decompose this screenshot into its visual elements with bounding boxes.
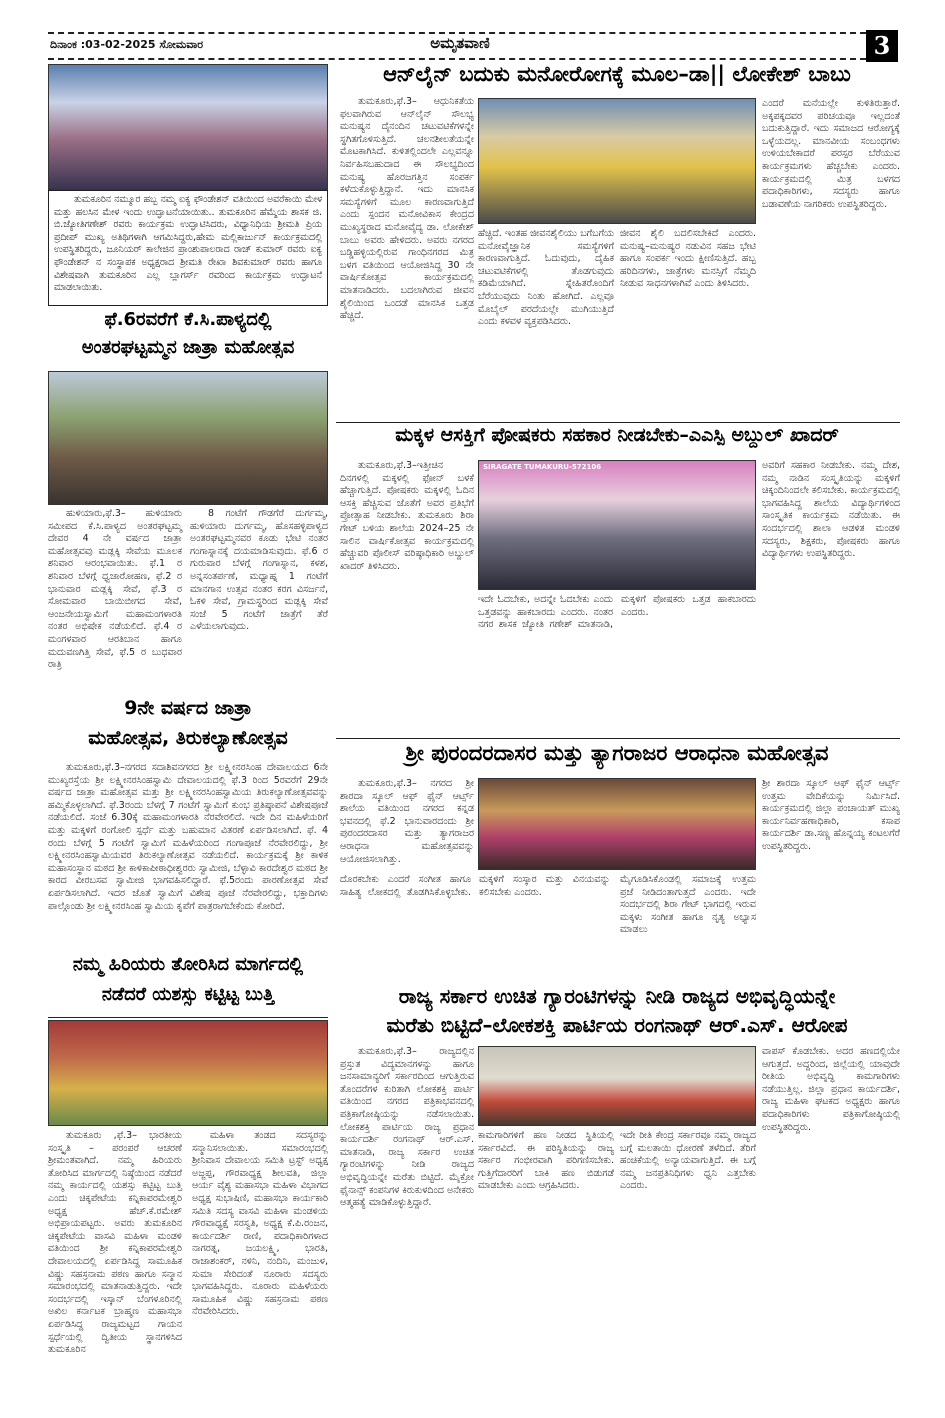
article-aradhana-col4: ಶ್ರೀ ಶಾರದಾ ಸ್ಕೂಲ್ ಆಫ್ ಫೈನ್ ಆರ್ಟ್ಸ್ ಉತ್ತಮ ವೇದಿಕೆಯನ್ನು ನಿರ್ಮಿಸಿದೆ. ಕಾರ್ಯಕ್ರಮದಲ್ಲಿ ಜಿಲ್ಲಾ ಪಂಚಾಯತ್ ಮುಖ್ಯ ಕಾರ್ಯನಿರ್ವಹಣಾಧಿಕಾರಿ, ಕಸಾಪ ಕಾರ್ಯದರ್ಶಿ ಡಾ.ಸಣ್ಣ ಹೊನ್ನಯ್ಯ ಕಂಟಲಗೆರೆ ಉಪಸ್ಥಿತರಿದ್ದರು. <box>762 778 900 852</box>
headline-elders-path-1: ನಮ್ಮ ಹಿರಿಯರು ತೋರಿಸಿದ ಮಾರ್ಗದಲ್ಲಿ <box>72 954 304 975</box>
photo-caption: ತುಮಕೂರಿನ ನಮ್ಮೂರ ಹಬ್ಬ ನಮ್ಮ ಐಕ್ಯ ಫೌಂಡೇಶನ್ ವತಿಯಿಂದ ಅವರೆಕಾಯಿ ಮೇಳ ಮತ್ತು ಹಲಸಿನ ಮೇಳ ಇಂದು ಉದ್ಘಾಟನೆಯಾಯಿತು.. ತುಮಕೂರಿನ ಹೆಮ್ಮೆಯ ಶಾಸಕ ಜಿ. ಬಿ.ಜ್ಯೋತಿಗಣೇಶ್ ರವರು ಕಾರ್ಯಕ್ರಮ ಉದ್ಘಾಟಿಸಿದರು, ವಿಧ್ಯಾನಿಧಿಯ ಶ್ರೀಮತಿ ಪ್ರಿಯ ಪ್ರದೀಪ್ ಮುಖ್ಯ ಅತಿಥಿಗಳಾಗಿ ಆಗಮಿಸಿದ್ದರು,ಹೇಮ ಮಲ್ಲಿಕಾರ್ಜುನ್ ಕಾರ್ಯಕ್ರಮದಲ್ಲಿ ಉಪಸ್ಥಿತರಿದ್ದರು, ಜೂನಿಯರ್ ಕಾಲೇಜಿನ ಪ್ರಾಂಶುಪಾಲರಾದ ರಾಜ್ ಕುಮಾರ್ ರವರು ಐಕ್ಯ ಫೌಂಡೇಶನ್ ನ ಸಂಸ್ಥಾಪಕ ಅಧ್ಯಕ್ಷರಾದ ಶ್ರೀಮತಿ ರೇಖಾ ಶಿವಕುಮಾರ್ ರವರು ಹಾಗೂ ವಿಶೇಷವಾಗಿ ತುಮಕೂರಿನ ಎಲ್ಲ ಬ್ಲಾಗರ್ಸ್ ರವರಿಂದ ಕಾರ್ಯಕ್ರಮ ಉದ್ಘಾಟನೆ ಮಾಡಲಾಯಿತು. <box>48 190 328 306</box>
article-parents-col1: ತುಮಕೂರು,ಫೆ.3–ಇತ್ತೀಚಿನ ದಿನಗಳಲ್ಲಿ ಮಕ್ಕಳಲ್ಲಿ ಫೋನ್ ಬಳಕೆ ಹೆಚ್ಚಾಗುತ್ತಿದೆ. ಪೋಷಕರು ಮಕ್ಕಳಲ್ಲಿ ಓದಿನ ಆಸಕ್ತಿ ಹೆಚ್ಚಿಸುವ ಜೊತೆಗೆ ಅವರ ಪ್ರತಿಭೆಗೆ ಪ್ರೋತ್ಸಾಹ ನೀಡಬೇಕು. ತುಮಕೂರು ಶಿರಾ ಗೇಟ್ ಬಳಿಯ ಶಾಲೆಯ 2024–25 ನೇ ಸಾಲಿನ ವಾರ್ಷಿಕೋತ್ಸವ ಕಾರ್ಯಕ್ರಮದಲ್ಲಿ ಹೆಚ್ಚುವರಿ ಪೊಲೀಸ್ ವರಿಷ್ಠಾಧಿಕಾರಿ ಅಬ್ದುಲ್ ಖಾದರ್ ತಿಳಿಸಿದರು. <box>340 460 474 572</box>
masthead-rule-bottom <box>48 58 866 60</box>
photo-mahila-mandali <box>48 1020 328 1126</box>
headline-jatra-kc-palya-2: ಅಂತರಘಟ್ಟಮ್ಮನ ಜಾತ್ರಾ ಮಹೋತ್ಸವ <box>81 337 295 358</box>
article-aradhana-col2: ದೊರಕಬೇಕು ಎಂದರೆ ಸಂಗೀತ ಹಾಗೂ ಸಾಹಿತ್ಯ ಲೋಕದಲ್ಲಿ ತೊಡಗಿಸಿಕೊಳ್ಳಬೇಕು. ಮಕ್ಕಳಿಗೆ ಸಂಸ್ಕಾರ ಮತ್ತು ವಿನಯವನ್ನು ಕಲಿಸಬೇಕು ಎಂದರು. <box>340 874 610 898</box>
divider <box>336 738 900 739</box>
article-9th-jatra-body: ತುಮಕೂರು,ಫೆ.3–ನಗರದ ಸದಾಶಿವನಗರದ ಶ್ರೀ ಲಕ್ಷ್ಮೀನರಸಿಂಹ ದೇವಾಲಯದ 6ನೇ ಮುಖ್ಯರಸ್ತೆಯ ಶ್ರೀ ಲಕ್ಷ್ಮೀನರಸಿಂಹಸ್ವಾಮಿ ದೇವಾಲಯದಲ್ಲಿ ಫೆ.3 ರಿಂದ 5ರವರೆಗೆ 29ನೇ ವರ್ಷದ ಜಾತ್ರಾ ಮಹೋತ್ಸವ ಮತ್ತು ಶ್ರೀ ಲಕ್ಷ್ಮೀನರಸಿಂಹಸ್ವಾಮಿಯ ತಿರುಕಲ್ಯಾಣೋತ್ಸವವನ್ನು ಹಮ್ಮಿಕೊಳ್ಳಲಾಗಿದೆ. ಫೆ.3ರಂದು ಬೆಳಗ್ಗೆ 7 ಗಂಟೆಗೆ ಸ್ವಾಮಿಗೆ ಕುಂಭ ಪ್ರತಿಷ್ಠಾಪನೆ ವಿಶೇಷಪೂಜೆ ನಡೆಯಲಿದೆ. ಸಂಜೆ 6.30ಕ್ಕೆ ಮಹಾಮಂಗಳಾರತಿ ನೆರವೇರಲಿದೆ. ಇದೇ ದಿನ ಮಹಿಳೆಯರಿಗೆ ಮತ್ತು ಮಕ್ಕಳಿಗೆ ರಂಗೋಲಿ ಸ್ಪರ್ಧೆ ಮತ್ತು ಬಹುಮಾನ ವಿತರಣೆ ಏರ್ಪಡಿಸಲಾಗಿದೆ. ಫೆ. 4 ರಂದು ಬೆಳಗ್ಗೆ 5 ಗಂಟೆಗೆ ಸ್ವಾಮಿಗೆ ಮಹಿಳೆಯರಿಂದ ಗಂಗಾಪೂಜೆ ನೆರವೇರಲಿದ್ದು, ಶ್ರೀ ಲಕ್ಷ್ಮೀನರಸಿಂಹಸ್ವಾಮಿಯವರ ತಿರುಕಲ್ಯಾಣೋತ್ಸವ ನಡೆಯಲಿದೆ. ಕಾರ್ಯಕ್ರಮಕ್ಕೆ ಶ್ರೀ ಕಾಳಿಕ ಮಹಾಸಂಸ್ಥಾನ ಮಠದ ಶ್ರೀ ಕಾಳಿಕಾಪೀಠಾಧೀಶ್ವರರು ಸ್ವಾಮೀಜಿ, ಬೆಳ್ಳಾವಿ ಕಾರದೇಶ್ವರ ಮಠದ ಶ್ರೀ ಕಾರದ ವೀರಬಸವ ಸ್ವಾಮೀಜಿ ಭಾಗವಹಿಸಲಿದ್ದಾರೆ. ಫೆ.5ರಂದು ಪಾರಣೋತ್ಸವ ಸೇವೆ ಏರ್ಪಡಿಸಲಾಗಿದೆ. ಇದರ ಜೊತೆ ಸ್ವಾಮಿಗೆ ವಿಶೇಷ ಪೂಜೆ ನೆರವೇರಲಿದ್ದು, ಭಕ್ತಾದಿಗಳು ಪಾಲ್ಗೊಂಡು ಶ್ರೀ ಲಕ್ಷ್ಮೀನರಸಿಂಹ ಸ್ವಾಮಿಯ ಕೃಪೆಗೆ ಪಾತ್ರರಾಗಬೇಕೆಂದು ಕೋರಿದೆ. <box>48 762 328 912</box>
article-online-col1: ತುಮಕೂರು,ಫೆ.3– ಆಧುನಿಕತೆಯ ಫಲವಾಗಿರುವ ಆನ್‌ಲೈನ್ ಸೌಲಭ್ಯ ಮನುಷ್ಯನ ದೈನಂದಿನ ಚಟುವಟಿಕೆಗಳನ್ನೇ ಸ್ಥಗಿತಗೊಳಿಸುತ್ತಿದೆ. ಚಲನಶೀಲತೆಯನ್ನೇ ಮೊಟಕಾಗಿಸಿದೆ. ಕುಳಿತಲ್ಲಿಂದಲೇ ಎಲ್ಲವನ್ನೂ ನಿರ್ವಹಿಸಬಹುದಾದ ಈ ಸೌಲಭ್ಯದಿಂದ ಮನುಷ್ಯ ಹೊರಜಗತ್ತಿನ ಸಂಪರ್ಕ ಕಳೆದುಕೊಳ್ಳುತ್ತಿದ್ದಾನೆ. ಇದು ಮಾನಸಿಕ ಸಮಸ್ಯೆಗಳಿಗೆ ಮೂಲ ಕಾರಣವಾಗುತ್ತಿದೆ ಎಂದು ಸ್ಪಂದನ ಮನೋವಿಕಾಸ ಕೇಂದ್ರದ ಮುಖ್ಯಸ್ಥರಾದ ಮನೋವೈದ್ಯ ಡಾ. ಲೋಕೇಶ್ ಬಾಬು ಅವರು ಹೇಳಿದರು. ಅವರು ನಗರದ ಬಡ್ಡಿಹಳ್ಳಿಯಲ್ಲಿರುವ ಗಾಂಧಿನಗರದ ಮಿತ್ರ ಬಳಗ ವತಿಯಿಂದ ಆಯೋಜಿಸಿದ್ದ 30 ನೇ ವಾರ್ಷಿಕೋತ್ಸವ ಕಾರ್ಯಕ್ರಮದಲ್ಲಿ ಮಾತನಾಡಿದರು. ಬದಲಾಗಿರುವ ಜೀವನ ಶೈಲಿಯಿಂದ ಒಂದಡೆ ಮಾನಸಿಕ ಒತ್ತಡ ಹೆಚ್ಚಿದೆ. <box>340 96 474 322</box>
article-aradhana-col1: ತುಮಕೂರು,ಫೆ.3– ನಗರದ ಶ್ರೀ ಶಾರದಾ ಸ್ಕೂಲ್ ಆಫ್ ಫೈನ್ ಆರ್ಟ್ಸ್ ಶಾಲೆಯ ವತಿಯಿಂದ ನಗರದ ಕನ್ನಡ ಭವನದಲ್ಲಿ ಫೆ.2 ಭಾನುವಾರದಂದು ಶ್ರೀ ಪುರಂದರದಾಸರ ಮತ್ತು ತ್ಯಾಗರಾಜರ ಆರಾಧನಾ ಮಹೋತ್ಸವವನ್ನು ಆಯೋಜಿಸಲಾಗಿತ್ತು. <box>340 778 474 865</box>
divider <box>48 1017 328 1018</box>
article-lokashakti-col4: ವಾಪಸ್ ಕೊಡಬೇಕು. ಅದರ ಹಣದಲ್ಲಿಯೇ ಆಗುತ್ತದೆ. ಅದ್ದರಿಂದ, ಜಿಲ್ಲೆಯಲ್ಲಿ ಯಾವುದೇ ರೀತಿಯ ಅಭಿವೃದ್ಧಿ ಕಾಮಗಾರಿಗಳು ನಡೆಯುತ್ತಿಲ್ಲ. ಜಿಲ್ಲಾ ಪ್ರಧಾನ ಕಾರ್ಯದರ್ಶಿ, ರಾಜ್ಯ ಮಹಿಳಾ ಘಟಕದ ಅಧ್ಯಕ್ಷರು ಹಾಗೂ ಪದಾಧಿಕಾರಿಗಳು ಪತ್ರಿಕಾಗೋಷ್ಠಿಯಲ್ಲಿ ಉಪಸ್ಥಿತರಿದ್ದರು. <box>762 1046 900 1133</box>
article-online-col2: ಹೆಚ್ಚಿದೆ. ಇಂತಹ ಜೀವನಶೈಲಿಯು ಬಗೆಬಗೆಯ ಮನೋವೈಜ್ಞಾನಿಕ ಸಮಸ್ಯೆಗಳಿಗೆ ಕಾರಣವಾಗುತ್ತಿದೆ. ಓದುವುದು, ದೈಹಿಕ ಚಟುವಟಿಕೆಗಳಲ್ಲಿ ತೊಡಗುವುದು ಕಡಿಮೆಯಾಗಿದೆ. ಸ್ನೇಹಿತರೊಂದಿಗೆ ಬೆರೆಯುವುದು ನಿಂತು ಹೋಗಿದೆ. ಎಲ್ಲವೂ ಮೊಬೈಲ್ ಪರದೆಯಲ್ಲೇ ಮುಗಿಯುತ್ತಿದೆ ಎಂದು ಕಳವಳ ವ್ಯಕ್ತಪಡಿಸಿದರು. <box>478 228 614 328</box>
article-elders-col1: ತುಮಕೂರು ,ಫೆ.3– ಭಾರತೀಯ ಸಂಸ್ಕೃತಿ – ಪರಂಪರೆ ಆಚರಣೆ ಶ್ರೀಮಂತವಾಗಿದೆ. ನಮ್ಮ ಹಿರಿಯರು ತೋರಿಸಿದ ಮಾರ್ಗದಲ್ಲಿ ನಿಷ್ಠೆಯಿಂದ ನಡೆದರೆ ನಮ್ಮ ಕಾರ್ಯದಲ್ಲಿ ಯಶಸ್ಸು ಕಟ್ಟಿಟ್ಟ ಬುತ್ತಿ ಎಂದು ಚಿಕ್ಕಪೇಟೆಯ ಕನ್ನಿಕಾಪರಮೇಶ್ವರಿ ಅಧ್ಯಕ್ಷ ಹೆಚ್.ಕೆ.ರಮೇಶ್ ಅಭಿಪ್ರಾಯಪಟ್ಟರು. ಅವರು ತುಮಕೂರಿನ ಚಿಕ್ಕಪೇಟೆಯ ವಾಸವಿ ಮಹಿಳಾ ಮಂಡಳಿ ವತಿಯಿಂದ ಶ್ರೀ ಕನ್ನಿಕಾಪರಮೇಶ್ವರಿ ದೇವಾಲಯದಲ್ಲಿ ಏರ್ಪಡಿಸಿದ್ದ ಸಾಮೂಹಿಕ ವಿಷ್ಣು ಸಹಸ್ರನಾಮ ಪಠಣ ಹಾಗೂ ಸನ್ಮಾನ ಸಮಾರಂಭದಲ್ಲಿ ಮಾತನಾಡುತ್ತಿದ್ದರು. ಇದೇ ಸಂದರ್ಭದಲ್ಲಿ ಇಸ್ಕಾನ್ ಬೆಂಗಳೂರಿನಲ್ಲಿ ಅಖಿಲ ಕರ್ನಾಟಕ ಬ್ರಾಹ್ಮಣ ಮಹಾಸಭಾ ಏರ್ಪಡಿಸಿದ್ದ ರಾಜ್ಯಮಟ್ಟದ ಗಾಯನ ಸ್ಪರ್ಧೆಯಲ್ಲಿ ದ್ವಿತೀಯ ಸ್ಥಾನಗಳಿಸಿದ ತುಮಕೂರಿನ <box>48 1130 182 1356</box>
photo-jatra-procession <box>48 371 328 505</box>
article-online-col4: ಎಂದರೆ ಮನೆಯಲ್ಲೇ ಕುಳಿತಿರುತ್ತಾರೆ. ಅಕ್ಕಪಕ್ಕದವರ ಪರಿಚಯವೂ ಇಲ್ಲದಂತೆ ಬದುಕುತ್ತಿದ್ದಾರೆ. ಇದು ಸಮಾಜದ ಆರೋಗ್ಯಕ್ಕೆ ಒಳ್ಳೆಯದಲ್ಲ. ಮಾನವೀಯ ಸಂಬಂಧಗಳು ಉಳಿಯಬೇಕಾದರೆ ಪರಸ್ಪರ ಬೆರೆಯುವ ಕಾರ್ಯಕ್ರಮಗಳು ಹೆಚ್ಚಬೇಕು ಎಂದರು. ಕಾರ್ಯಕ್ರಮದಲ್ಲಿ ಮಿತ್ರ ಬಳಗದ ಪದಾಧಿಕಾರಿಗಳು, ಸದಸ್ಯರು ಹಾಗೂ ಬಡಾವಣೆಯ ನಾಗರಿಕರು ಉಪಸ್ಥಿತರಿದ್ದರು. <box>762 98 900 210</box>
article-parents-col2: ಇದೇ ಓದಬೇಕು, ಅದನ್ನೇ ಓದಬೇಕು ಎಂದು ಒತ್ತಡವನ್ನು ಹಾಕಬಾರದು ಎಂದರು. ನಂತರ ನಗರ ಶಾಸಕ ಜ್ಯೋತಿ ಗಣೇಶ್ ಮಾತನಾಡಿ, ಮಕ್ಕಳಿಗೆ ಪೋಷಕರು ಒತ್ತಡ ಹಾಕಬಾರದು ಎಂದರು. <box>478 594 756 631</box>
photo-school-anniversary <box>478 460 756 590</box>
headline-9th-jatra-2: ಮಹೋತ್ಸವ, ತಿರುಕಲ್ಯಾಣೋತ್ಸವ <box>88 727 288 749</box>
headline-parents-support: ಮಕ್ಕಳ ಆಸಕ್ತಿಗೆ ಪೋಷಕರು ಸಹಕಾರ ನೀಡಬೇಕು–ಎಎಸ್ಪಿ ಅಬ್ದುಲ್ ಖಾದರ್ <box>395 424 839 446</box>
headline-lokashakti-1: ರಾಜ್ಯ ಸರ್ಕಾರ ಉಚಿತ ಗ್ಯಾರಂಟಿಗಳನ್ನು ನೀಡಿ ರಾಜ್ಯದ ಅಭಿವೃದ್ಧಿಯನ್ನೇ <box>398 984 836 1008</box>
article-lokashakti-col3: ಇದೇ ರೀತಿ ಕೇಂದ್ರ ಸರ್ಕಾರವೂ ನಮ್ಮ ರಾಜ್ಯದ ಬಗ್ಗೆ ಮಲತಾಯಿ ಧೋರಣೆ ತಳೆದಿದೆ. ತೆರಿಗೆ ಹಂಚಿಕೆಯಲ್ಲಿ ಅನ್ಯಾಯವಾಗುತ್ತಿದೆ. ಈ ಬಗ್ಗೆ ನಮ್ಮ ಜನಪ್ರತಿನಿಧಿಗಳು ಧ್ವನಿ ಎತ್ತಬೇಕು ಎಂದರು. <box>620 1130 756 1192</box>
article-jatra-col2: 8 ಗಂಟೆಗೆ ಗೌಡಗೆರೆ ದುರ್ಗಮ್ಮ, ಹುಳಿಯಾರು ದುರ್ಗಮ್ಮ, ಹೊಸಹಳ್ಳಿಪಾಳ್ಯದ ಅಂತರಘಟ್ಟಮ್ಮನವರ ಕೂಡು ಭೇಟಿ ನಂತರ ಗಂಗಾಸ್ನಾನಕ್ಕೆ ದಯಮಾಡಿಸುವುದು. ಫೆ.6 ರ ಗುರುವಾರ ಬೆಳಗ್ಗೆ ಗಂಗಾಸ್ನಾನ, ಕಳಶ, ಅನ್ನಸಂತರ್ಪಣೆ, ಮಧ್ಯಾಹ್ನ 1 ಗಂಟೆಗೆ ಮಾನಗಾನ ಉತ್ಸವ ನಂತರ ಕರಗ ವಿಸರ್ಜನೆ, ಓಕಳಿ ಸೇವೆ, ಗ್ರಾಮಸ್ಥರಿಂದ ಮಡ್ಲಕ್ಕಿ ಸೇವೆ ಸಂಜೆ 5 ಗಂಟೆಗೆ ಜಾತ್ರೆಗೆ ತೆರೆ ಎಳೆಯಲಾಗುವುದು. <box>190 508 328 633</box>
article-aradhana-col3: ಮೈಗೂಡಿಸಿಕೊಂಡಲ್ಲಿ ಸಮಾಜಕ್ಕೆ ಉತ್ತಮ ಪ್ರಜೆ ನೀಡಿದಂತಾಗುತ್ತದೆ ಎಂದರು. ಇದೇ ಸಂದರ್ಭದಲ್ಲಿ ಶಿರಾ ಗೇಟ್ ಭಾಗದಲ್ಲಿ ಇರುವ ಮಕ್ಕಳು ಸಂಗೀತ ಹಾಗೂ ನೃತ್ಯ ಅಭ್ಯಾಸ ಮಾಡಲು <box>620 874 756 936</box>
headline-lokashakti-2: ಮರೆತು ಬಿಟ್ಟಿದೆ–ಲೋಕಶಕ್ತಿ ಪಾರ್ಟಿಯ ರಂಗನಾಥ್ ಆರ್.ಎಸ್. ಆರೋಪ <box>386 1013 848 1037</box>
headline-jatra-kc-palya-1: ಫೆ.6ರವರೆಗೆ ಕೆ.ಸಿ.ಪಾಳ್ಯದಲ್ಲಿ <box>104 309 272 330</box>
article-elders-col2: ಮಹಿಳಾ ತಂಡದ ಸದಸ್ಯರನ್ನು ಸನ್ಮಾನಿಸಲಾಯಿತು. ಸಮಾರಂಭದಲ್ಲಿ ಶ್ರೀನಿವಾಸ ದೇವಾಲಯ ಸಮಿತಿ ಟ್ರಸ್ಟ್ ಅಧ್ಯಕ್ಷ ಅಜ್ಜಪ್ಪ, ಗೌರವಾಧ್ಯಕ್ಷ ಶೀಲವತಿ, ಜಿಲ್ಲಾ ಆರ್ಯ ವೈಶ್ಯ ಮಹಾಸಭಾ ಮಹಿಳಾ ವಿಭಾಗದ ಅಧ್ಯಕ್ಷ ಸುಭಾಷಿಣಿ, ಮಹಾಸಭಾ ಕಾರ್ಯಕಾರಿ ಸಮಿತಿ ಸದಸ್ಯ ವಾಸವಿ ಮಹಿಳಾ ಮಂಡಳಿಯ ಗೌರವಾಧ್ಯಕ್ಷೆ ಸರಸ್ವತಿ, ಅಧ್ಯಕ್ಷ ಕೆ.ಪಿ.ರಂಜನ, ಕಾರ್ಯದರ್ಶಿ ರಾಣಿ, ಪದಾಧಿಕಾರಿಗಳಾದ ನಾಗರತ್ನ, ಜಯಲಕ್ಷ್ಮಿ, ಭಾರತಿ, ರಾಜಾಶಂಕರ್, ನಳಿನಿ, ನಂದಿನಿ, ಮಂಜುಳ, ಸುಮಾ ಸೇರಿದಂತೆ ನೂರಾರು ಸದಸ್ಯರು ಭಾಗವಹಿಸಿದ್ದರು. ನೂರಾರು ಮಹಿಳೆಯರು ಸಾಮೂಹಿಕ ವಿಷ್ಣು ಸಹಸ್ರನಾಮ ಪಠಣ ನೆರವೇರಿಸಿದರು. <box>192 1130 328 1318</box>
photo-fair-inauguration <box>48 64 328 190</box>
article-lokashakti-col2: ಕಾಮಗಾರಿಗಳಿಗೆ ಹಣ ನೀಡದ ಸ್ಥಿತಿಯಲ್ಲಿ ಸರ್ಕಾರವಿದೆ. ಈ ಪರಿಸ್ಥಿತಿಯನ್ನು ರಾಜ್ಯ ಸರ್ಕಾರ ಗಂಭೀರವಾಗಿ ಪರಿಗಣಿಸಬೇಕು. ಗುತ್ತಿಗೆದಾರರಿಗೆ ಬಾಕಿ ಹಣ ಬಿಡುಗಡೆ ಮಾಡಬೇಕು ಎಂದು ಆಗ್ರಹಿಸಿದರು. <box>478 1130 614 1192</box>
headline-purandaradasa-aradhana: ಶ್ರೀ ಪುರಂದರದಾಸರ ಮತ್ತು ತ್ಯಾಗರಾಜರ ಆರಾಧನಾ ಮಹೋತ್ಸವ <box>405 741 829 765</box>
photo-banner-text: SIRAGATE TUMAKURU-572106 <box>483 463 602 471</box>
photo-aradhana-event <box>478 778 756 870</box>
article-lokashakti-col1: ತುಮಕೂರು,ಫೆ.3– ರಾಜ್ಯದಲ್ಲಿನ ಪ್ರಸ್ತುತ ವಿದ್ಯಮಾನಗಳನ್ನು ಹಾಗೂ ಜನಸಾಮಾನ್ಯರಿಗೆ ಸರ್ಕಾರದಿಂದ ಆಗುತ್ತಿರುವ ತೊಂದರೆಗಳ ಕುರಿತಾಗಿ ಲೋಕಶಕ್ತಿ ಪಾರ್ಟಿ ವತಿಯಿಂದ ನಗರದ ಪತ್ರಿಕಾಭವನದಲ್ಲಿ ಪತ್ರಿಕಾಗೋಷ್ಠಿಯನ್ನು ನಡೆಸಲಾಯಿತು. ಲೋಕಶಕ್ತಿ ಪಾರ್ಟಿಯ ರಾಜ್ಯ ಪ್ರಧಾನ ಕಾರ್ಯದರ್ಶಿ ರಂಗನಾಥ್ ಆರ್.ಎಸ್. ಮಾತನಾಡಿ, ರಾಜ್ಯ ಸರ್ಕಾರ ಉಚಿತ ಗ್ಯಾರಂಟಿಗಳನ್ನು ನೀಡಿ ರಾಜ್ಯದ ಅಭಿವೃದ್ಧಿಯನ್ನೇ ಮರೆತು ಬಿಟ್ಟಿದೆ. ಮೈಕ್ರೋ ಫೈನಾನ್ಸ್ ಕಂಪನಿಗಳ ಕಿರುಕುಳದಿಂದ ಅನೇಕರು ಆತ್ಮಹತ್ಯೆ ಮಾಡಿಕೊಳ್ಳುತ್ತಿದ್ದಾರೆ. <box>340 1046 474 1209</box>
photo-dr-lokesh-speech <box>478 98 756 224</box>
photo-press-meet <box>478 1046 756 1126</box>
headline-9th-jatra-1: 9ನೇ ವರ್ಷದ ಜಾತ್ರಾ <box>124 697 252 719</box>
article-jatra-col1: ಹುಳಿಯಾರು,ಫೆ.3– ಹುಳಿಯಾರು ಸಮೀಪದ ಕೆ.ಸಿ.ಪಾಳ್ಯದ ಅಂತರಘಟ್ಟಮ್ಮ ದೇವರ 4 ನೇ ವರ್ಷದ ಜಾತ್ರಾ ಮಹೋತ್ಸವವು ಮಡ್ಲಕ್ಕಿ ಸೇವೆಯ ಮೂಲಕ ಶನಿವಾರ ಆರಂಭವಾಯಿತು. ಫೆ.1 ರ ಶನಿವಾರ ಬೆಳಗ್ಗೆ ಧ್ವಜಾರೋಹಣ, ಫೆ.2 ರ ಭಾನುವಾರ ಮಡ್ಲಕ್ಕಿ ಸೇವೆ, ಫೆ.3 ರ ಸೋಮವಾರ ಬಾಯಿಬೀಗದ ಸೇವೆ, ಆಂಜನೇಯಸ್ವಾಮಿಗೆ ಮಹಾಮಂಗಳಾರತಿ ನಂತರ ಅಭಿಷೇಕ ನಡೆಯಲಿದೆ. ಫೆ.4 ರ ಮಂಗಳವಾರ ಆರತಿಬಾನ ಹಾಗೂ ಮದುವಣಗಿತ್ತಿ ಸೇವೆ, ಫೆ.5 ರ ಬುಧವಾರ ರಾತ್ರಿ <box>48 508 182 671</box>
article-parents-col3: ಅವರಿಗೆ ಸಹಕಾರ ನೀಡಬೇಕು. ನಮ್ಮ ದೇಶ, ನಮ್ಮ ನಾಡಿನ ಸಂಸ್ಕೃತಿಯನ್ನು ಮಕ್ಕಳಿಗೆ ಚಿಕ್ಕಂದಿನಿಂದಲೇ ಕಲಿಸಬೇಕು. ಕಾರ್ಯಕ್ರಮದಲ್ಲಿ ಭಾಗವಹಿಸಿದ್ದ ಶಾಲೆಯ ವಿದ್ಯಾರ್ಥಿಗಳಿಂದ ಸಾಂಸ್ಕೃತಿಕ ಕಾರ್ಯಕ್ರಮ ನಡೆಯಿತು. ಈ ಸಂದರ್ಭದಲ್ಲಿ ಶಾಲಾ ಆಡಳಿತ ಮಂಡಳಿ ಸದಸ್ಯರು, ಶಿಕ್ಷಕರು, ಪೋಷಕರು ಹಾಗೂ ವಿದ್ಯಾರ್ಥಿಗಳು ಉಪಸ್ಥಿತರಿದ್ದರು. <box>762 460 900 560</box>
newspaper-title: ಅಮೃತವಾಣಿ <box>430 34 490 52</box>
headline-elders-path-2: ನಡೆದರೆ ಯಶಸ್ಸು ಕಟ್ಟಿಟ್ಟ ಬುತ್ತಿ <box>101 984 275 1005</box>
issue-date: ದಿನಾಂಕ :03-02-2025 ಸೋಮವಾರ <box>50 38 204 51</box>
page-number: 3 <box>866 30 898 62</box>
article-online-col3: ಜೀವನ ಶೈಲಿ ಬದಲಿಸಬೇಕಿದೆ ಎಂದರು. ಮನುಷ್ಯ–ಮನುಷ್ಯರ ನಡುವಿನ ಸಹಜ ಭೇಟಿ ಹಾಗೂ ಸಂಪರ್ಕ ಇಂದು ಕ್ಷೀಣಿಸುತ್ತಿದೆ. ಹಬ್ಬ ಹರಿದಿನಗಳು, ಜಾತ್ರೆಗಳು ಮನಸ್ಸಿಗೆ ನೆಮ್ಮದಿ ನೀಡುವ ಸಾಧನಗಳಾಗಿವೆ ಎಂದು ತಿಳಿಸಿದರು. <box>620 228 756 290</box>
headline-online-life: ಆನ್‌ಲೈನ್ ಬದುಕು ಮನೋರೋಗಕ್ಕೆ ಮೂಲ–ಡಾ|| ಲೋಕೇಶ್ ಬಾಬು <box>383 62 851 86</box>
divider <box>336 422 900 423</box>
